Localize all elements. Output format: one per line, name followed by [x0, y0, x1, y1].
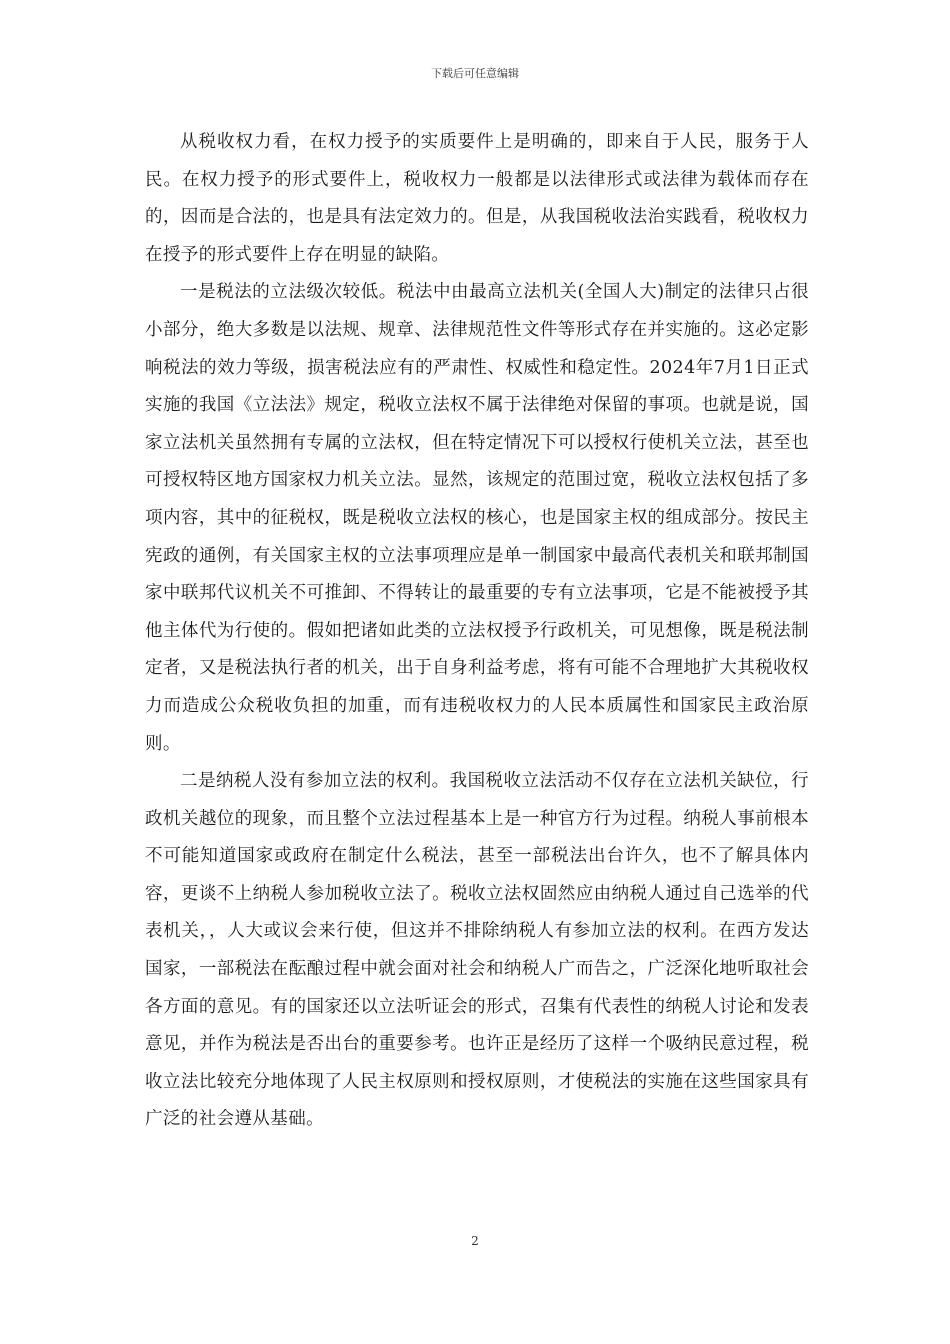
page-number: 2 [471, 1234, 479, 1248]
paragraph-low-legislative-level: 一是税法的立法级次较低。税法中由最高立法机关(全国人大)制定的法律只占很小部分，绝大多数是以法规、规章、法律规范性文件等形式存在并实施的。这必定影响税法的效力等级，损害税法应有的严肃性、权威性和稳定性。2024年7月1日正式实施的我国《立法法》规定，税收立法权不属于法律绝对保留的事项。也就是说，国家立法机关虽然拥有专属的立法权，但在特定情况下可以授权行使机关立法，甚至也可授权特区地方国家权力机关立法。显然，该规定的范围过宽，税收立法权包括了多项内容，其中的征税权，既是税收立法权的核心，也是国家主权的组成部分。按民主宪政的通例，有关国家主权的立法事项理应是单一制国家中最高代表机关和联邦制国家中联邦代议机关不可推卸、不得转让的最重要的专有立法事项，它是不能被授予其他主体代为行使的。假如把诸如此类的立法权授予行政机关，可见想像，既是税法制定者，又是税法执行者的机关，出于自身利益考虑，将有可能不合理地扩大其税收权力而造成公众税收负担的加重，而有违税收权力的人民本质属性和国家民主政治原则。 [145, 282, 809, 754]
page-header: 下载后可任意编辑 [431, 67, 519, 80]
paragraph-taxpayer-participation: 二是纳税人没有参加立法的权利。我国税收立法活动不仅存在立法机关缺位，行政机关越位的现象，而且整个立法过程基本上是一种官方行为过程。纳税人事前根本不可能知道国家或政府在制定什么税法，甚至一部税法出台许久，也不了解具体内容，更谈不上纳税人参加税收立法了。税收立法权固然应由纳税人通过自己选举的代表机关，，人大或议会来行使，但这并不排除纳税人有参加立法的权利。在西方发达国家，一部税法在酝酿过程中就会面对社会和纳税人广而告之，广泛深化地听取社会各方面的意见。有的国家还以立法听证会的形式，召集有代表性的纳税人讨论和发表意见，并作为税法是否出台的重要参考。也许正是经历了这样一个吸纳民意过程，税收立法比较充分地体现了人民主权原则和授权原则，才使税法的实施在这些国家具有广泛的社会遵从基础。 [145, 771, 809, 1130]
document-body [145, 124, 809, 1139]
paragraph-tax-power-overview: 从税收权力看，在权力授予的实质要件上是明确的，即来自于人民，服务于人民。在权力授予的形式要件上，税收权力一般都是以法律形式或法律为载体而存在的，因而是合法的，也是具有法定效力的。但是，从我国税收法治实践看，税收权力在授予的形式要件上存在明显的缺陷。 [145, 132, 809, 265]
